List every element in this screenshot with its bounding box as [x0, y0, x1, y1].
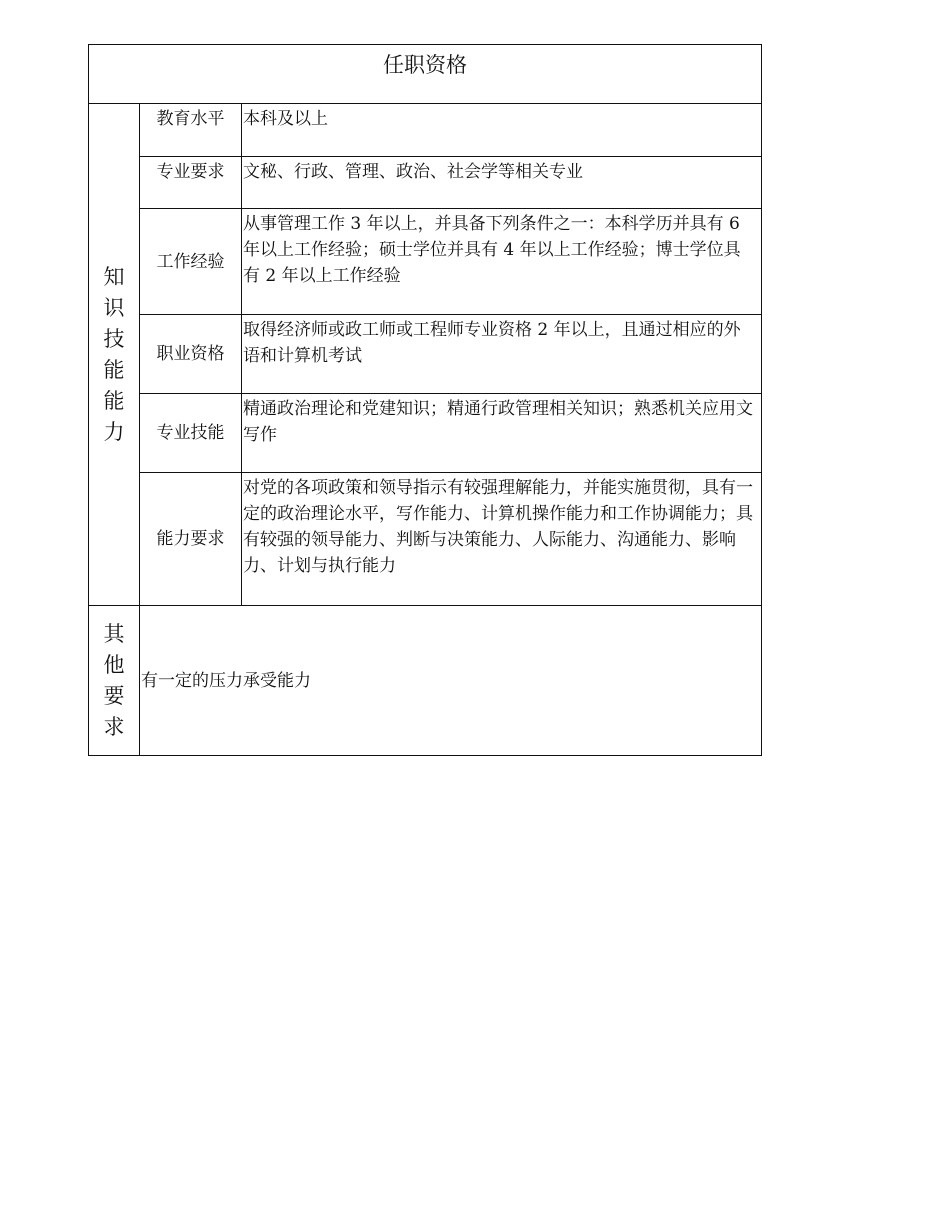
knowledge-label-char: 能	[103, 357, 125, 382]
title-row	[89, 45, 762, 104]
experience-label: 工作经验	[140, 209, 242, 315]
other-section-label	[89, 606, 140, 756]
education-label: 教育水平	[140, 104, 242, 157]
skills-value: 精通政治理论和党建知识；精通行政管理相关知识；熟悉机关应用文写作	[242, 394, 762, 473]
experience-value: 从事管理工作 3 年以上，并具备下列条件之一：本科学历并具有 6 年以上工作经验；硕士学位并具有 4 年以上工作经验；博士学位具有 2 年以上工作经验	[242, 209, 762, 315]
knowledge-label-char: 识	[103, 295, 125, 320]
ability-label: 能力要求	[140, 473, 242, 606]
table-row	[89, 209, 762, 315]
other-label-char: 他	[103, 652, 125, 677]
qualification-table	[88, 44, 762, 756]
other-label-char: 其	[103, 621, 125, 646]
table-row	[89, 315, 762, 394]
ability-value: 对党的各项政策和领导指示有较强理解能力，并能实施贯彻，具有一定的政治理论水平，写作能力、计算机操作能力和工作协调能力；具有较强的领导能力、判断与决策能力、人际能力、沟通能力、影响力、计划与执行能力	[242, 473, 762, 606]
table-row	[89, 104, 762, 157]
certification-label: 职业资格	[140, 315, 242, 394]
other-label-char: 要	[103, 683, 125, 708]
table-row	[89, 394, 762, 473]
other-label-char: 求	[103, 714, 125, 739]
major-label: 专业要求	[140, 157, 242, 209]
table-row	[89, 473, 762, 606]
knowledge-label-char: 技	[103, 326, 125, 351]
skills-label: 专业技能	[140, 394, 242, 473]
knowledge-label-char: 能	[103, 388, 125, 413]
knowledge-label-char: 知	[103, 264, 125, 289]
other-requirements-value: 有一定的压力承受能力	[140, 606, 762, 756]
table-row	[89, 606, 762, 756]
certification-value: 取得经济师或政工师或工程师专业资格 2 年以上，且通过相应的外语和计算机考试	[242, 315, 762, 394]
table-row	[89, 157, 762, 209]
major-value: 文秘、行政、管理、政治、社会学等相关专业	[242, 157, 762, 209]
knowledge-label-char: 力	[103, 419, 125, 444]
education-value: 本科及以上	[242, 104, 762, 157]
table-title: 任职资格	[89, 45, 762, 104]
knowledge-section-label	[89, 104, 140, 606]
